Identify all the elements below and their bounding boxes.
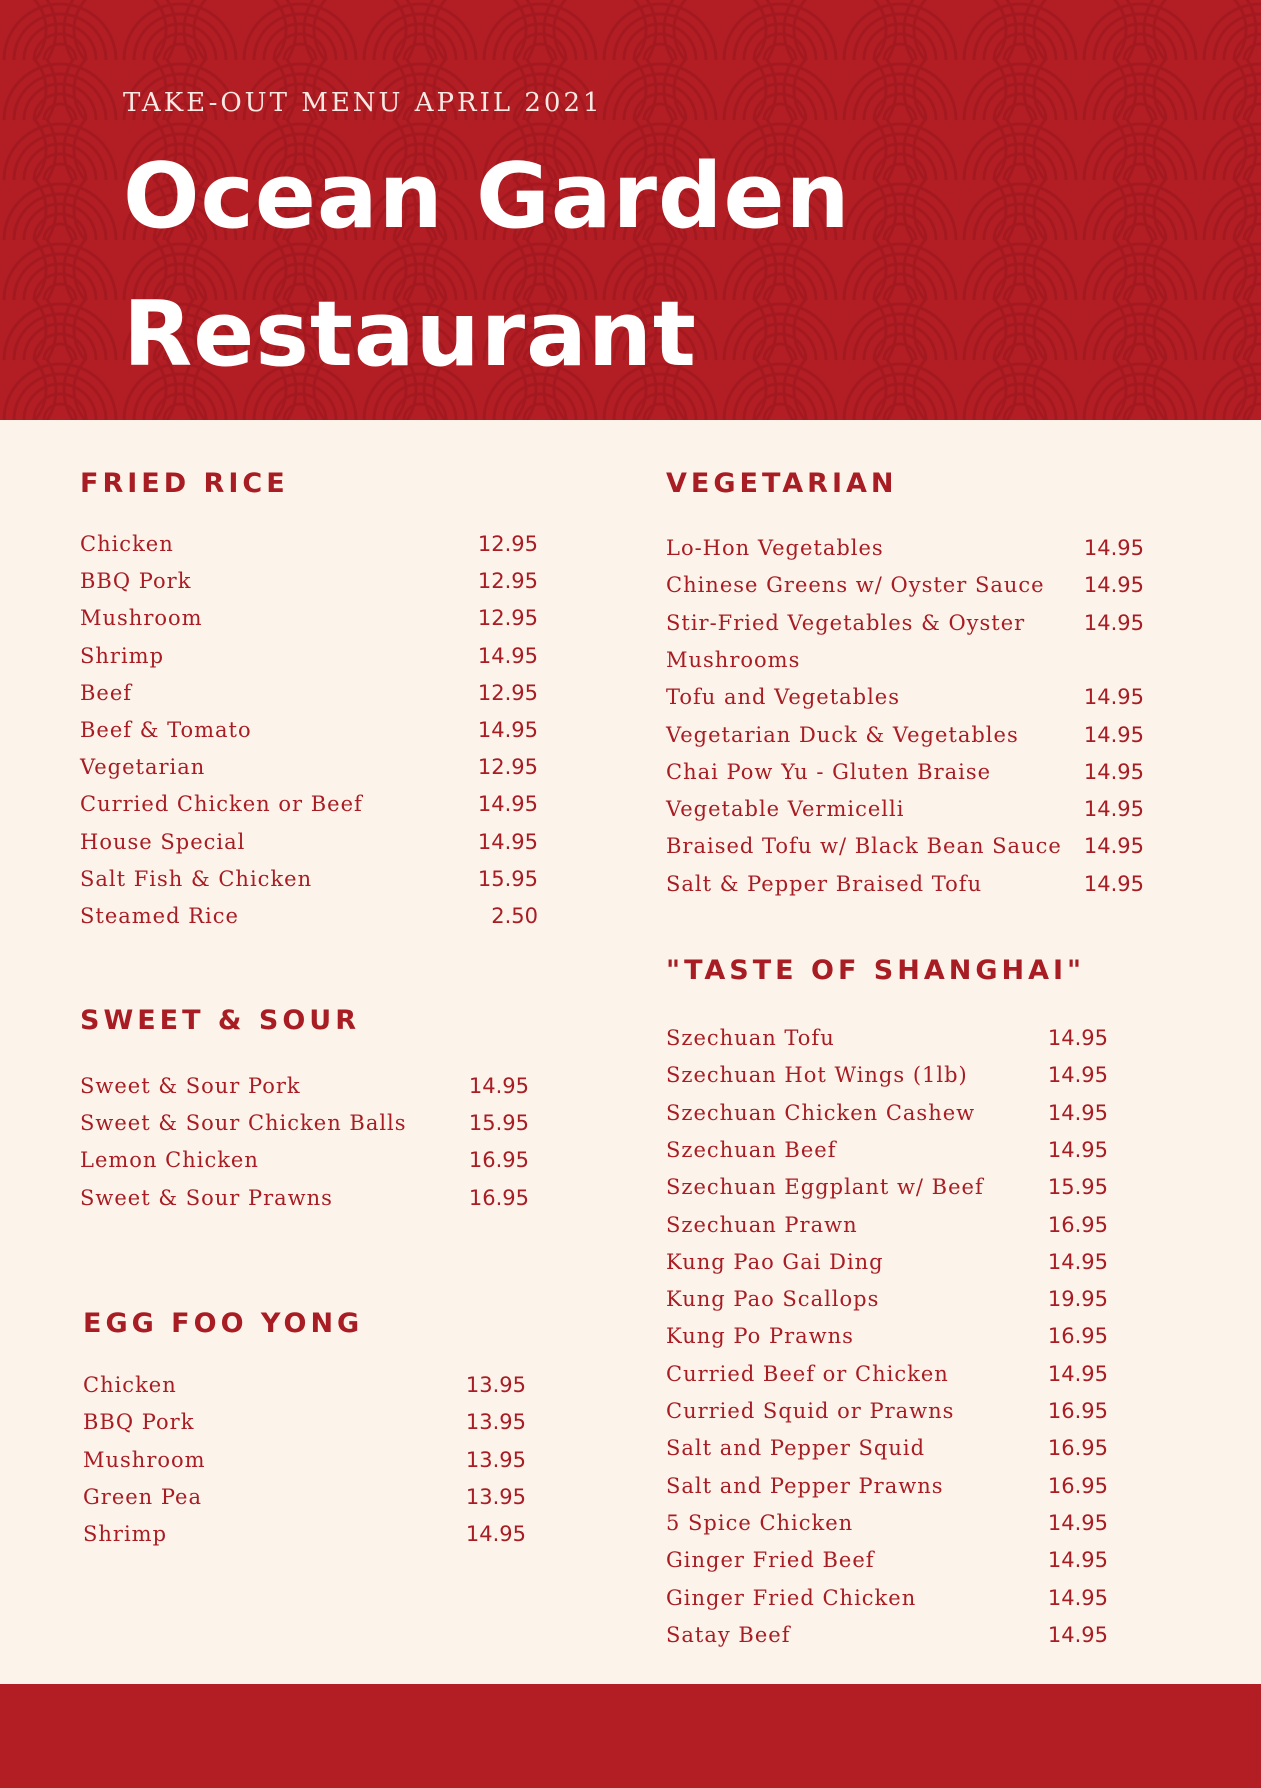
- menu-item-name: Curried Chicken or Beef: [80, 792, 363, 817]
- menu-item-name: Szechuan Eggplant w/ Beef: [666, 1175, 984, 1200]
- menu-item-name: Chinese Greens w/ Oyster Sauce: [666, 573, 1045, 598]
- menu-item-price: 14.95: [1083, 759, 1144, 784]
- menu-item-name: Mushroom: [83, 1447, 206, 1472]
- menu-item-price: 14.95: [1047, 1510, 1108, 1535]
- menu-item-name: Sweet & Sour Pork: [80, 1074, 301, 1098]
- menu-item-name: Chicken: [80, 532, 174, 556]
- menu-item-name: Stir-Fried Vegetables & Oyster: [666, 610, 1026, 635]
- menu-item-price: 13.95: [465, 1373, 526, 1397]
- menu-item-price: 14.95: [1083, 871, 1144, 896]
- menu-item-price: 16.95: [1047, 1436, 1108, 1461]
- menu-item-name: Sweet & Sour Prawns: [80, 1185, 333, 1210]
- menu-item-name: Szechuan Prawn: [666, 1212, 858, 1237]
- menu-item-name: Salt Fish & Chicken: [80, 866, 313, 891]
- menu-item-price: 14.95: [477, 643, 538, 668]
- menu-item-price: 13.95: [465, 1447, 526, 1472]
- menu-item-name: Chai Pow Yu - Gluten Braise: [666, 759, 992, 784]
- menu-item-price: 14.95: [1047, 1100, 1108, 1125]
- menu-item-name: Sweet & Sour Chicken Balls: [80, 1111, 407, 1136]
- menu-item-name: Curried Beef or Chicken: [666, 1361, 949, 1386]
- menu-header: [0, 0, 1261, 420]
- menu-item-name: Salt and Pepper Prawns: [666, 1473, 944, 1498]
- menu-item-price: 14.95: [1047, 1622, 1108, 1647]
- menu-item-name: Beef & Tomato: [80, 718, 252, 742]
- menu-item-name: Szechuan Chicken Cashew: [666, 1100, 976, 1125]
- menu-item-name: Green Pea: [83, 1484, 203, 1509]
- menu-item-price: 14.95: [1047, 1585, 1108, 1610]
- menu-item-name: Mushroom: [80, 606, 203, 631]
- menu-item-name: Kung Po Prawns: [666, 1324, 854, 1349]
- menu-item-name: House Special: [80, 829, 246, 854]
- menu-item-name: Kung Pao Gai Ding: [666, 1249, 884, 1274]
- menu-item-name: Ginger Fried Beef: [666, 1548, 875, 1573]
- menu-item-name: Steamed Rice: [80, 904, 239, 928]
- menu-item-name: Tofu and Vegetables: [666, 685, 901, 710]
- menu-item-name: Szechuan Tofu: [666, 1026, 835, 1050]
- menu-subtitle: TAKE-OUT MENU APRIL 2021: [123, 88, 603, 118]
- section-title-fried-rice: FRIED RICE: [80, 468, 289, 499]
- menu-item-price: 16.95: [468, 1148, 529, 1173]
- menu-item-price: 14.95: [1047, 1548, 1108, 1573]
- restaurant-name-line1: Ocean Garden: [123, 144, 851, 249]
- menu-item-price: 14.95: [1083, 685, 1144, 710]
- menu-item-name: Vegetable Vermicelli: [666, 797, 905, 822]
- menu-item-price: 14.95: [477, 718, 538, 742]
- menu-item-price: 14.95: [1083, 797, 1144, 822]
- menu-item-name: Beef: [80, 680, 133, 705]
- menu-item-name: Shrimp: [83, 1522, 168, 1547]
- menu-item-name: Satay Beef: [666, 1622, 791, 1647]
- menu-item-price: 12.95: [477, 680, 538, 705]
- menu-item-price: 14.95: [465, 1522, 526, 1547]
- menu-item-name: Vegetarian: [80, 755, 206, 780]
- menu-item-price: 14.95: [1047, 1249, 1108, 1274]
- menu-item-price: 15.95: [477, 866, 538, 891]
- menu-item-name: Braised Tofu w/ Black Bean Sauce: [666, 834, 1062, 859]
- menu-item-name: Ginger Fried Chicken: [666, 1585, 917, 1610]
- menu-item-name: Lemon Chicken: [80, 1148, 259, 1173]
- menu-item-price: 16.95: [1047, 1324, 1108, 1349]
- restaurant-name-line2: Restaurant: [123, 282, 697, 387]
- menu-item-name: Salt and Pepper Squid: [666, 1436, 926, 1461]
- menu-item-name-continued: Mushrooms: [666, 647, 801, 672]
- menu-item-price: 14.95: [1047, 1063, 1108, 1088]
- menu-item-price: 14.95: [1083, 536, 1144, 560]
- menu-item-price: 13.95: [465, 1410, 526, 1435]
- menu-item-price: 14.95: [1047, 1137, 1108, 1162]
- restaurant-name: [123, 128, 1023, 404]
- menu-item-name: Vegetarian Duck & Vegetables: [666, 722, 1019, 747]
- section-title-vegetarian: VEGETARIAN: [666, 468, 898, 499]
- menu-item-price: 12.95: [477, 606, 538, 631]
- menu-item-price: 2.50: [491, 904, 538, 928]
- menu-item-price: 14.95: [1083, 722, 1144, 747]
- menu-item-price: 16.95: [468, 1185, 529, 1210]
- menu-item-price: 14.95: [1047, 1361, 1108, 1386]
- menu-item-price: 16.95: [1047, 1212, 1108, 1237]
- menu-item-name: Chicken: [83, 1373, 177, 1397]
- menu-item-price: 16.95: [1047, 1399, 1108, 1423]
- menu-item-price: 14.95: [468, 1074, 529, 1098]
- menu-item-price: 14.95: [477, 792, 538, 817]
- menu-item-price: 14.95: [1083, 610, 1144, 635]
- menu-item-name: Szechuan Beef: [666, 1137, 837, 1162]
- menu-item-price: 16.95: [1047, 1473, 1108, 1498]
- menu-item-name: 5 Spice Chicken: [666, 1510, 854, 1535]
- menu-item-name: Kung Pao Scallops: [666, 1287, 880, 1312]
- menu-item-price: 15.95: [1047, 1175, 1108, 1200]
- menu-item-name: Shrimp: [80, 643, 165, 668]
- menu-item-name: BBQ Pork: [83, 1410, 195, 1435]
- section-title-egg-foo-yong: EGG FOO YONG: [83, 1308, 364, 1339]
- menu-item-price: 19.95: [1047, 1287, 1108, 1312]
- menu-item-price: 14.95: [477, 829, 538, 854]
- menu-item-name: BBQ Pork: [80, 569, 192, 594]
- menu-item-name: Szechuan Hot Wings (1lb): [666, 1063, 968, 1088]
- section-title-taste-of-shanghai: "TASTE OF SHANGHAI": [666, 955, 1086, 986]
- menu-item-price: 13.95: [465, 1484, 526, 1509]
- menu-footer-band: [0, 1684, 1261, 1788]
- menu-item-price: 14.95: [1047, 1026, 1108, 1050]
- menu-item-price: 14.95: [1083, 834, 1144, 859]
- menu-item-price: 12.95: [477, 532, 538, 556]
- menu-item-price: 12.95: [477, 569, 538, 594]
- menu-item-price: 14.95: [1083, 573, 1144, 598]
- menu-item-name: Lo-Hon Vegetables: [666, 536, 884, 560]
- section-title-sweet-sour: SWEET & SOUR: [80, 1005, 360, 1036]
- menu-item-name: Curried Squid or Prawns: [666, 1399, 955, 1423]
- menu-item-price: 15.95: [468, 1111, 529, 1136]
- menu-item-price: 12.95: [477, 755, 538, 780]
- menu-item-name: Salt & Pepper Braised Tofu: [666, 871, 983, 896]
